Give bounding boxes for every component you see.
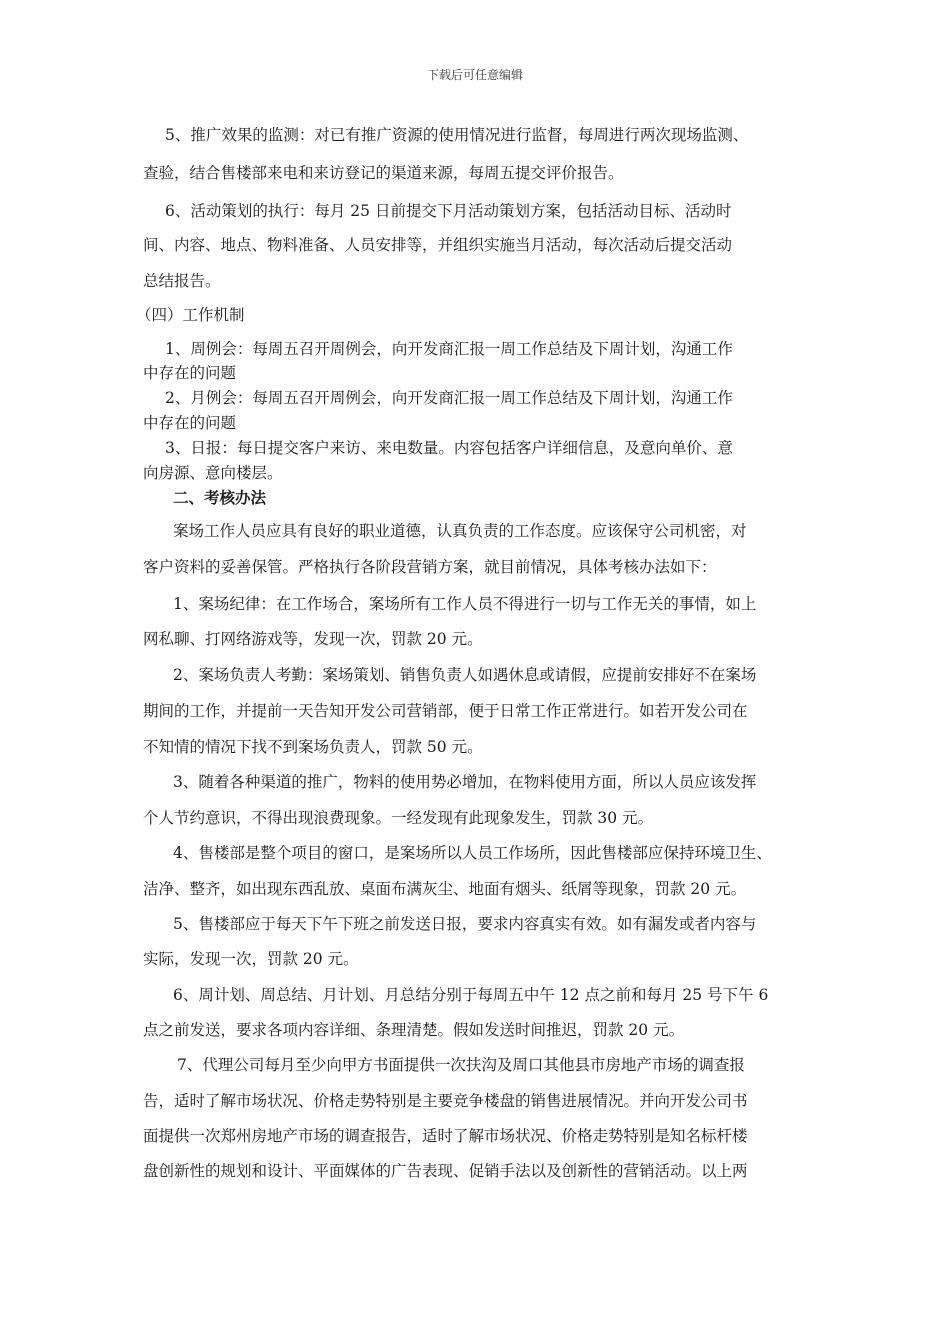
text-line: 盘创新性的规划和设计、平面媒体的广告表现、促销手法以及创新性的营销活动。以上两	[143, 1162, 748, 1180]
text-line: 告，适时了解市场状况、价格走势特别是主要竞争楼盘的销售进展情况。并向开发公司书	[143, 1092, 748, 1110]
text-line: 6、周计划、周总结、月计划、月总结分别于每周五中午 12 点之前和每月 25 号下午 6	[173, 986, 769, 1004]
text-line: 中存在的问题	[143, 414, 237, 432]
text-line: 5、售楼部应于每天下午下班之前发送日报，要求内容真实有效。如有漏发或者内容与	[173, 915, 757, 933]
text-line: 2、月例会：每周五召开周例会，向开发商汇报一周工作总结及下周计划，沟通工作	[165, 389, 733, 407]
text-line: 1、案场纪律：在工作场合，案场所有工作人员不得进行一切与工作无关的事情，如上	[173, 595, 757, 613]
text-line: 1、周例会：每周五召开周例会，向开发商汇报一周工作总结及下周计划，沟通工作	[165, 340, 733, 358]
text-line: 总结报告。	[143, 272, 221, 290]
section-heading: 二、考核办法	[173, 488, 267, 507]
text-line: 3、日报：每日提交客户来访、来电数量。内容包括客户详细信息，及意向单价、意	[165, 439, 733, 457]
text-line: 5、推广效果的监测：对已有推广资源的使用情况进行监督，每周进行两次现场监测、	[165, 126, 749, 144]
section-heading: （四）工作机制	[136, 306, 245, 324]
text-line: 间、内容、地点、物料准备、人员安排等，并组织实施当月活动，每次活动后提交活动	[143, 236, 733, 254]
text-line: 客户资料的妥善保管。严格执行各阶段营销方案，就目前情况，具体考核办法如下：	[143, 558, 717, 576]
text-line: 向房源、意向楼层。	[143, 464, 283, 482]
text-line: 案场工作人员应具有良好的职业道德，认真负责的工作态度。应该保守公司机密，对	[173, 522, 747, 540]
text-line: 不知情的情况下找不到案场负责人，罚款 50 元。	[143, 738, 483, 756]
page-header: 下载后可任意编辑	[426, 68, 523, 82]
text-line: 7、代理公司每月至少向甲方书面提供一次扶沟及周口其他县市房地产市场的调查报	[177, 1056, 745, 1074]
text-line: 3、随着各种渠道的推广，物料的使用势必增加，在物料使用方面，所以人员应该发挥	[173, 773, 757, 791]
text-line: 洁净、整齐，如出现东西乱放、桌面布满灰尘、地面有烟头、纸屑等现象，罚款 20 元。	[143, 880, 747, 898]
text-line: 中存在的问题	[143, 364, 237, 382]
text-line: 6、活动策划的执行：每月 25 日前提交下月活动策划方案，包括活动目标、活动时	[165, 202, 732, 220]
text-line: 4、售楼部是整个项目的窗口，是案场所以人员工作场所，因此售楼部应保持环境卫生、	[173, 844, 772, 862]
text-line: 个人节约意识，不得出现浪费现象。一经发现有此现象发生，罚款 30 元。	[143, 809, 654, 827]
text-line: 网私聊、打网络游戏等，发现一次，罚款 20 元。	[143, 630, 483, 648]
text-line: 点之前发送，要求各项内容详细、条理清楚。假如发送时间推迟，罚款 20 元。	[143, 1021, 685, 1039]
text-line: 查验，结合售楼部来电和来访登记的渠道来源，每周五提交评价报告。	[143, 164, 624, 182]
text-line: 2、案场负责人考勤：案场策划、销售负责人如遇休息或请假，应提前安排好不在案场	[173, 666, 757, 684]
text-line: 实际，发现一次，罚款 20 元。	[143, 950, 359, 968]
text-line: 期间的工作，并提前一天告知开发公司营销部，便于日常工作正常进行。如若开发公司在	[143, 702, 748, 720]
text-line: 面提供一次郑州房地产市场的调查报告，适时了解市场状况、价格走势特别是知名标杆楼	[143, 1127, 748, 1145]
